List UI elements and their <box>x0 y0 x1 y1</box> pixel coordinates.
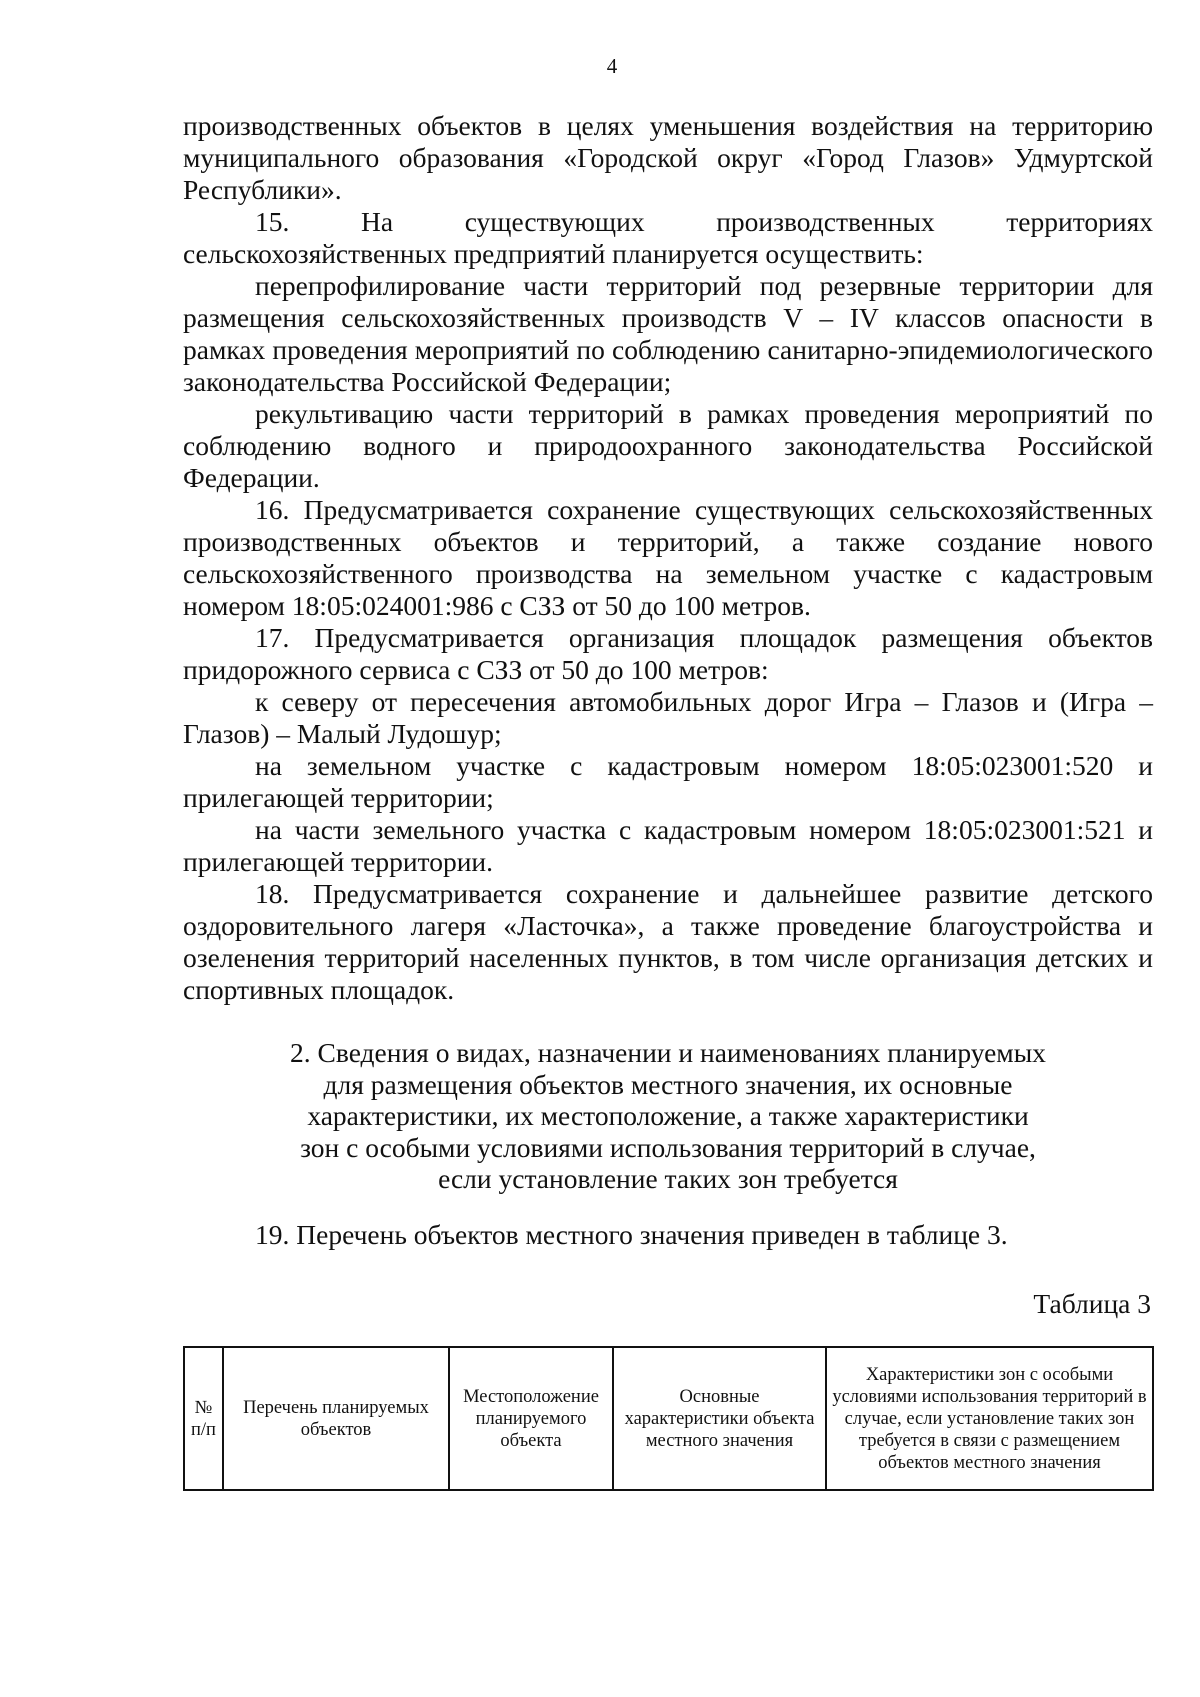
header-objects-list: Перечень планируемых объектов <box>223 1347 449 1490</box>
heading-line: зон с особыми условиями использования территорий в случае, <box>300 1131 1036 1163</box>
paragraph-15: 15. На существующих производственных территориях сельскохозяйственных предприятий планируется осуществить: <box>183 206 1153 269</box>
table-caption: Таблица 3 <box>1033 1288 1151 1319</box>
section-heading <box>183 1037 1153 1195</box>
page-number: 4 <box>606 54 618 78</box>
paragraph-continuation: производственных объектов в целях уменьшения воздействия на территорию муниципального образования «Городской округ «Город Глазов» Удмуртской Республики». <box>183 110 1153 205</box>
paragraph-17-item-3: на части земельного участка с кадастровым номером 18:05:023001:521 и прилегающей территории. <box>183 814 1153 877</box>
heading-line: 2. Сведения о видах, назначении и наименованиях планируемых <box>290 1037 1046 1068</box>
table-3 <box>183 1346 1154 1491</box>
heading-line: характеристики, их местоположение, а также характеристики <box>307 1100 1029 1131</box>
header-characteristics: Основные характеристики объекта местного значения <box>613 1347 826 1490</box>
table-header-row <box>184 1347 1153 1490</box>
paragraph-17: 17. Предусматривается организация площадок размещения объектов придорожного сервиса с СЗЗ от 50 до 100 метров: <box>183 622 1153 685</box>
header-zone-characteristics: Характеристики зон с особыми условиями использования территорий в случае, если установление таких зон требуется в связи с размещением объектов местного значения <box>826 1347 1153 1490</box>
paragraph-15-item-1: перепрофилирование части территорий под резервные территории для размещения сельскохозяйственных производств V – IV классов опасности в рамках проведения мероприятий по соблюдению санитарно-эпидемиологического законодательства Российской Федерации; <box>183 270 1153 397</box>
paragraph-19: 19. Перечень объектов местного значения приведен в таблице 3. <box>255 1219 1008 1250</box>
paragraph-18: 18. Предусматривается сохранение и дальнейшее развитие детского оздоровительного лагеря «Ласточка», а также проведение благоустройства и озеленения территорий населенных пунктов, в том числе организация детских и спортивных площадок. <box>183 878 1153 1005</box>
header-location: Местоположение планируемого объекта <box>449 1347 613 1490</box>
paragraph-15-item-2: рекультивацию части территорий в рамках проведения мероприятий по соблюдению водного и природоохранного законодательства Российской Федерации. <box>183 398 1153 493</box>
heading-line: если установление таких зон требуется <box>438 1163 898 1194</box>
paragraph-17-item-2: на земельном участке с кадастровым номером 18:05:023001:520 и прилегающей территории; <box>183 750 1153 813</box>
paragraph-16: 16. Предусматривается сохранение существующих сельскохозяйственных производственных объектов и территорий, а также создание нового сельскохозяйственного производства на земельном участке с кадастровым номером 18:05:024001:986 с СЗЗ от 50 до 100 метров. <box>183 494 1153 621</box>
body-text <box>183 110 1153 1006</box>
heading-line: для размещения объектов местного значения, их основные <box>323 1068 1013 1100</box>
header-number: № п/п <box>184 1347 223 1490</box>
paragraph-17-item-1: к северу от пересечения автомобильных дорог Игра – Глазов и (Игра – Глазов) – Малый Лудошур; <box>183 686 1153 749</box>
